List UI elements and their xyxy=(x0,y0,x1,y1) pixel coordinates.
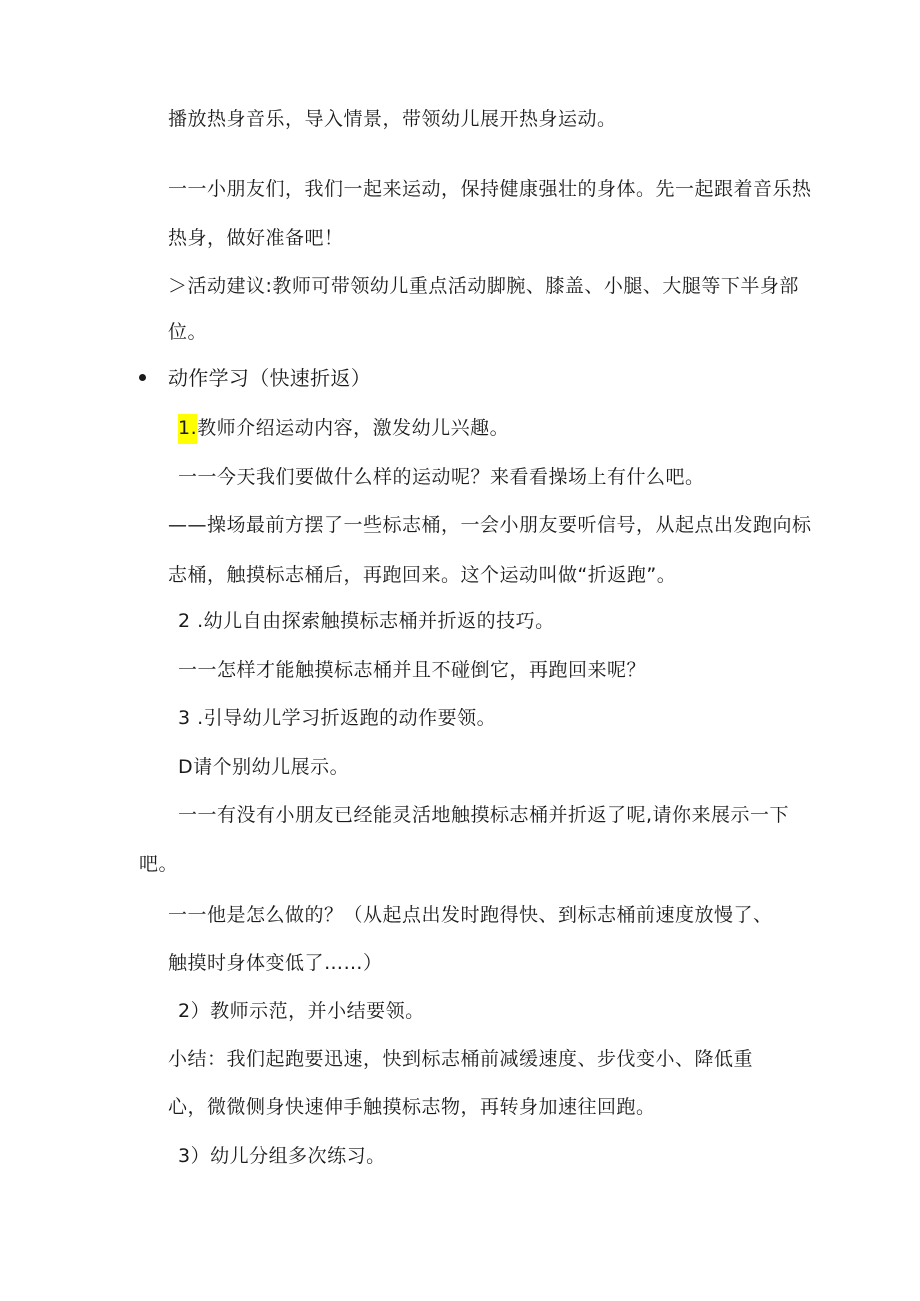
dialogue-line: ——操场最前方摆了一些标志桶，一会小朋友要听信号，从起点出发跑向标 xyxy=(168,514,812,536)
dialogue-line: 一一有没有小朋友已经能灵活地触摸标志桶并折返了呢,请你来展示一下 xyxy=(178,804,790,826)
substep-2: 2）教师示范，并小结要领。 xyxy=(178,1000,425,1022)
dialogue-line-cont: 吧。 xyxy=(139,853,179,875)
paragraph-warmup-intro: 播放热身音乐，导入情景，带领幼儿展开热身运动。 xyxy=(168,108,617,130)
dialogue-line-cont: 志桶，触摸标志桶后，再跑回来。这个运动叫做“折返跑”。 xyxy=(168,564,677,586)
step-number-highlight: 1. xyxy=(178,414,197,444)
paragraph-activity-tip-cont: 位。 xyxy=(168,321,208,343)
dialogue-line: 一一怎样才能触摸标志桶并且不碰倒它，再跑回来呢？ xyxy=(178,659,647,681)
bullet-icon xyxy=(139,374,146,381)
summary: 小结：我们起跑要迅速，快到标志桶前减缓速度、步伐变小、降低重 xyxy=(168,1048,754,1070)
paragraph-warmup-dialogue: 一一小朋友们，我们一起来运动，保持健康强壮的身体。先一起跟着音乐热 xyxy=(168,178,812,200)
substep-1: D请个别幼儿展示。 xyxy=(178,756,350,778)
section-heading: 动作学习（快速折返） xyxy=(168,366,371,390)
summary-cont: 心，微微侧身快速伸手触摸标志物，再转身加速往回跑。 xyxy=(168,1096,656,1118)
dialogue-line-cont: 触摸时身体变低了……） xyxy=(168,952,383,974)
step-3: 3 .引导幼儿学习折返跑的动作要领。 xyxy=(178,707,497,729)
paragraph-activity-tip: ＞活动建议:教师可带领幼儿重点活动脚腕、膝盖、小腿、大腿等下半身部 xyxy=(168,275,799,297)
dialogue-line: 一一他是怎么做的？（从起点出发时跑得快、到标志桶前速度放慢了、 xyxy=(168,904,773,926)
dialogue-line: 一一今天我们要做什么样的运动呢？来看看操场上有什么吧。 xyxy=(178,466,705,488)
paragraph-warmup-dialogue-cont: 热身，做好准备吧！ xyxy=(168,227,344,249)
substep-3: 3）幼儿分组多次练习。 xyxy=(178,1145,386,1167)
step-2: 2 .幼儿自由探索触摸标志桶并折返的技巧。 xyxy=(178,610,555,632)
step-1-text: 教师介绍运动内容，激发幼儿兴趣。 xyxy=(197,417,510,439)
step-1 xyxy=(178,414,509,442)
